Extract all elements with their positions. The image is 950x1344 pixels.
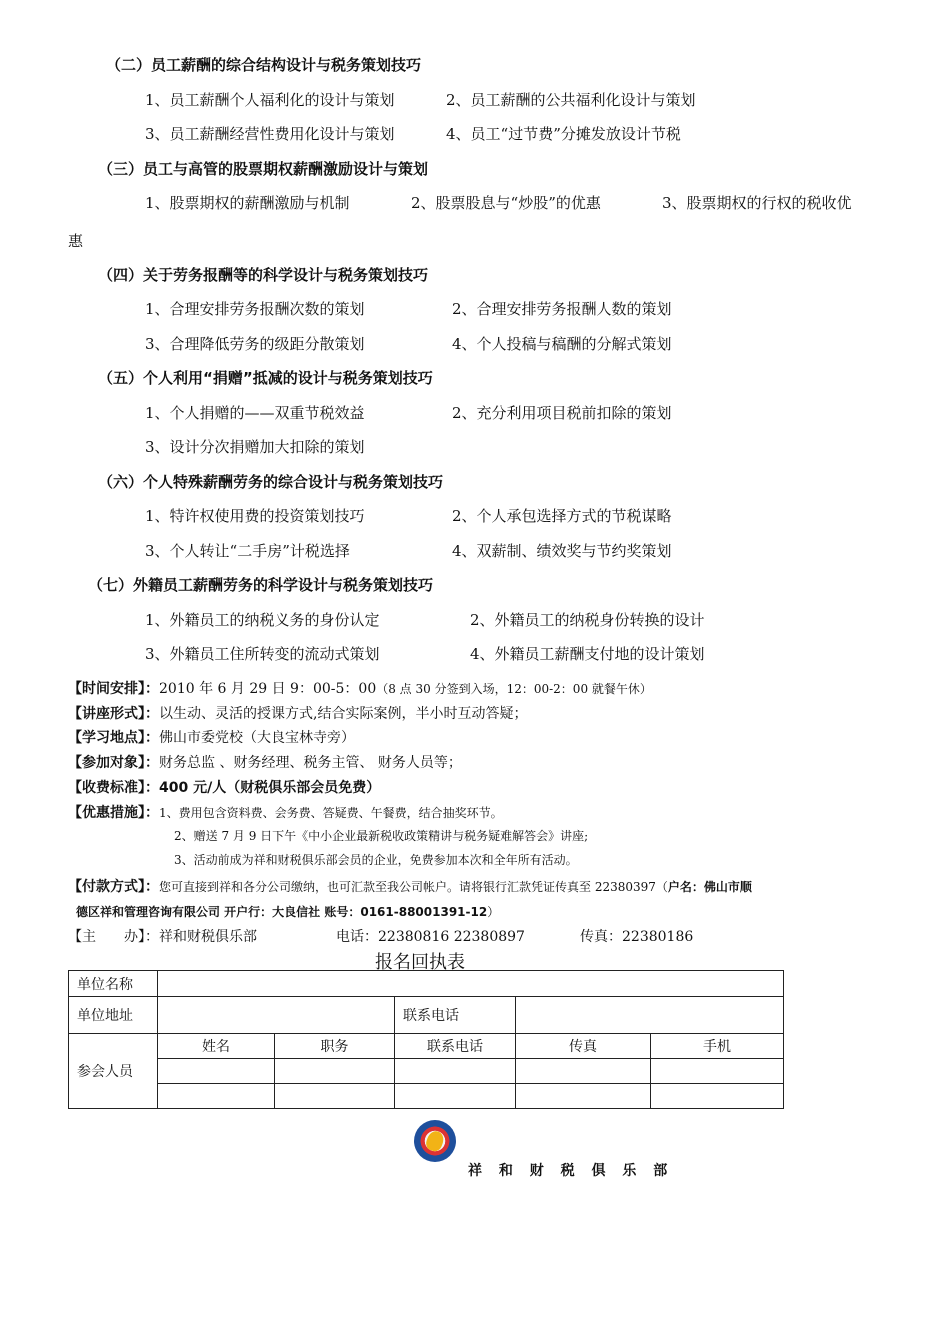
- list-item: 2、股票股息与“炒股”的优惠: [411, 194, 601, 212]
- list-item: 3、外籍员工住所转变的流动式策划: [145, 645, 380, 663]
- list-item: 3、个人转让“二手房”计税选择: [145, 542, 350, 560]
- fee-value: 400 元/人（财税俱乐部会员免费）: [159, 780, 381, 796]
- club-logo-icon: [414, 1120, 456, 1162]
- fax-label: 传真：: [580, 929, 622, 945]
- section-heading: （五）个人利用“捐赠”抵减的设计与税务策划技巧: [98, 369, 433, 387]
- audience-row: [68, 752, 462, 772]
- table-cell[interactable]: [158, 1084, 275, 1109]
- table-cell[interactable]: [395, 1059, 516, 1084]
- payment-row: [68, 876, 752, 896]
- phone-label: 电话：: [336, 929, 378, 945]
- time-note: （8 点 30 分签到入场，12：00-2：00 就餐午休）: [376, 682, 652, 696]
- list-item: 3、股票期权的行权的税收优: [662, 194, 852, 212]
- host-label: 【主 办】：: [68, 929, 159, 945]
- list-item: 4、外籍员工薪酬支付地的设计策划: [470, 645, 705, 663]
- format-label: 【讲座形式】：: [68, 706, 159, 722]
- benefit-row: [68, 802, 503, 822]
- place-label: 【学习地点】：: [68, 730, 159, 746]
- column-header-mobile: 手机: [651, 1034, 784, 1059]
- benefit-item: 1、费用包含资料费、会务费、答疑费、午餐费，结合抽奖环节。: [159, 806, 503, 820]
- benefit-item: 2、赠送 7 月 9 日下午《中小企业最新税收政策精讲与税务疑难解答会》讲座;: [174, 829, 589, 843]
- column-header-fax: 传真: [516, 1034, 651, 1059]
- format-row: [68, 703, 527, 723]
- table-cell[interactable]: [275, 1059, 395, 1084]
- list-item: 4、双薪制、绩效奖与节约奖策划: [452, 542, 672, 560]
- payment-account-name: 户名：佛山市顺: [667, 880, 752, 894]
- list-item: 2、外籍员工的纳税身份转换的设计: [470, 611, 705, 629]
- list-item: 1、个人捐赠的——双重节税效益: [145, 404, 365, 422]
- list-item: 惠: [68, 232, 84, 250]
- section-heading: （三）员工与高管的股票期权薪酬激励设计与策划: [98, 160, 429, 178]
- contact-phone-label: 联系电话: [395, 997, 516, 1034]
- table-cell[interactable]: [516, 1084, 651, 1109]
- fax-value: 22380186: [622, 929, 694, 945]
- benefit-item: 3、活动前成为祥和财税俱乐部会员的企业，免费参加本次和全年所有活动。: [174, 853, 578, 867]
- time-row: [68, 678, 652, 698]
- audience-value: 财务总监 、财务经理、税务主管、 财务人员等；: [159, 755, 462, 771]
- list-item: 3、设计分次捐赠加大扣除的策划: [145, 438, 365, 456]
- company-name-field[interactable]: [158, 971, 784, 997]
- phone-row: [336, 926, 525, 946]
- contact-phone-field[interactable]: [516, 997, 784, 1034]
- section-heading: （七）外籍员工薪酬劳务的科学设计与税务策划技巧: [88, 576, 434, 594]
- table-cell[interactable]: [158, 1059, 275, 1084]
- column-header-name: 姓名: [158, 1034, 275, 1059]
- table-row: [69, 1059, 784, 1084]
- list-item: 2、合理安排劳务报酬人数的策划: [452, 300, 672, 318]
- company-address-label: 单位地址: [69, 997, 158, 1034]
- list-item: 4、个人投稿与稿酬的分解式策划: [452, 335, 672, 353]
- payment-row-2: [76, 901, 499, 920]
- list-item: 1、股票期权的薪酬激励与机制: [145, 194, 350, 212]
- list-item: 4、员工“过节费”分摊发放设计节税: [446, 125, 681, 143]
- column-header-position: 职务: [275, 1034, 395, 1059]
- registration-form: [68, 970, 784, 1109]
- table-cell[interactable]: [275, 1084, 395, 1109]
- fee-row: [68, 777, 380, 797]
- club-name: 祥 和 财 税 俱 乐 部: [468, 1163, 674, 1179]
- section-heading: （四）关于劳务报酬等的科学设计与税务策划技巧: [98, 266, 429, 284]
- column-header-phone: 联系电话: [395, 1034, 516, 1059]
- format-value: 以生动、灵活的授课方式,结合实际案例，半小时互动答疑；: [159, 706, 528, 722]
- phone-value: 22380816 22380897: [378, 929, 525, 945]
- table-cell[interactable]: [651, 1084, 784, 1109]
- audience-label: 【参加对象】：: [68, 755, 159, 771]
- fax-row: [580, 926, 693, 946]
- fee-label: 【收费标准】：: [68, 780, 159, 796]
- benefit-label: 【优惠措施】：: [68, 805, 159, 821]
- table-cell[interactable]: [395, 1084, 516, 1109]
- section-heading: （六）个人特殊薪酬劳务的综合设计与税务策划技巧: [98, 473, 444, 491]
- place-row: [68, 727, 355, 747]
- host-value: 祥和财税俱乐部: [159, 929, 257, 945]
- place-value: 佛山市委党校（大良宝林寺旁）: [159, 730, 355, 746]
- list-item: 2、员工薪酬的公共福利化设计与策划: [446, 91, 696, 109]
- list-item: 1、员工薪酬个人福利化的设计与策划: [145, 91, 395, 109]
- payment-bank-details: 德区祥和管理咨询有限公司 开户行：大良信社 账号：0161-88001391-12: [76, 905, 488, 919]
- company-address-field[interactable]: [158, 997, 395, 1034]
- list-item: 3、合理降低劳务的级距分散策划: [145, 335, 365, 353]
- list-item: 2、充分利用项目税前扣除的策划: [452, 404, 672, 422]
- company-name-label: 单位名称: [69, 971, 158, 997]
- table-cell[interactable]: [651, 1059, 784, 1084]
- section-heading: （二）员工薪酬的综合结构设计与税务策划技巧: [106, 56, 422, 74]
- list-item: 2、个人承包选择方式的节税谋略: [452, 507, 672, 525]
- list-item: 1、外籍员工的纳税义务的身份认定: [145, 611, 380, 629]
- list-item: 1、合理安排劳务报酬次数的策划: [145, 300, 365, 318]
- attendees-label: 参会人员: [69, 1034, 158, 1109]
- list-item: 3、员工薪酬经营性费用化设计与策划: [145, 125, 395, 143]
- form-title: 报名回执表: [375, 952, 465, 973]
- list-item: 1、特许权使用费的投资策划技巧: [145, 507, 365, 525]
- payment-end: ）: [487, 905, 500, 919]
- host-row: [68, 926, 257, 946]
- table-row: [69, 1084, 784, 1109]
- table-cell[interactable]: [516, 1059, 651, 1084]
- time-label: 【时间安排】：: [68, 681, 159, 697]
- payment-label: 【付款方式】：: [68, 879, 159, 895]
- payment-text: 您可直接到祥和各分公司缴纳，也可汇款至我公司帐户。请将银行汇款凭证传真至 22380397（: [159, 880, 668, 894]
- time-value: 2010 年 6 月 29 日 9：00-5：00: [159, 681, 377, 697]
